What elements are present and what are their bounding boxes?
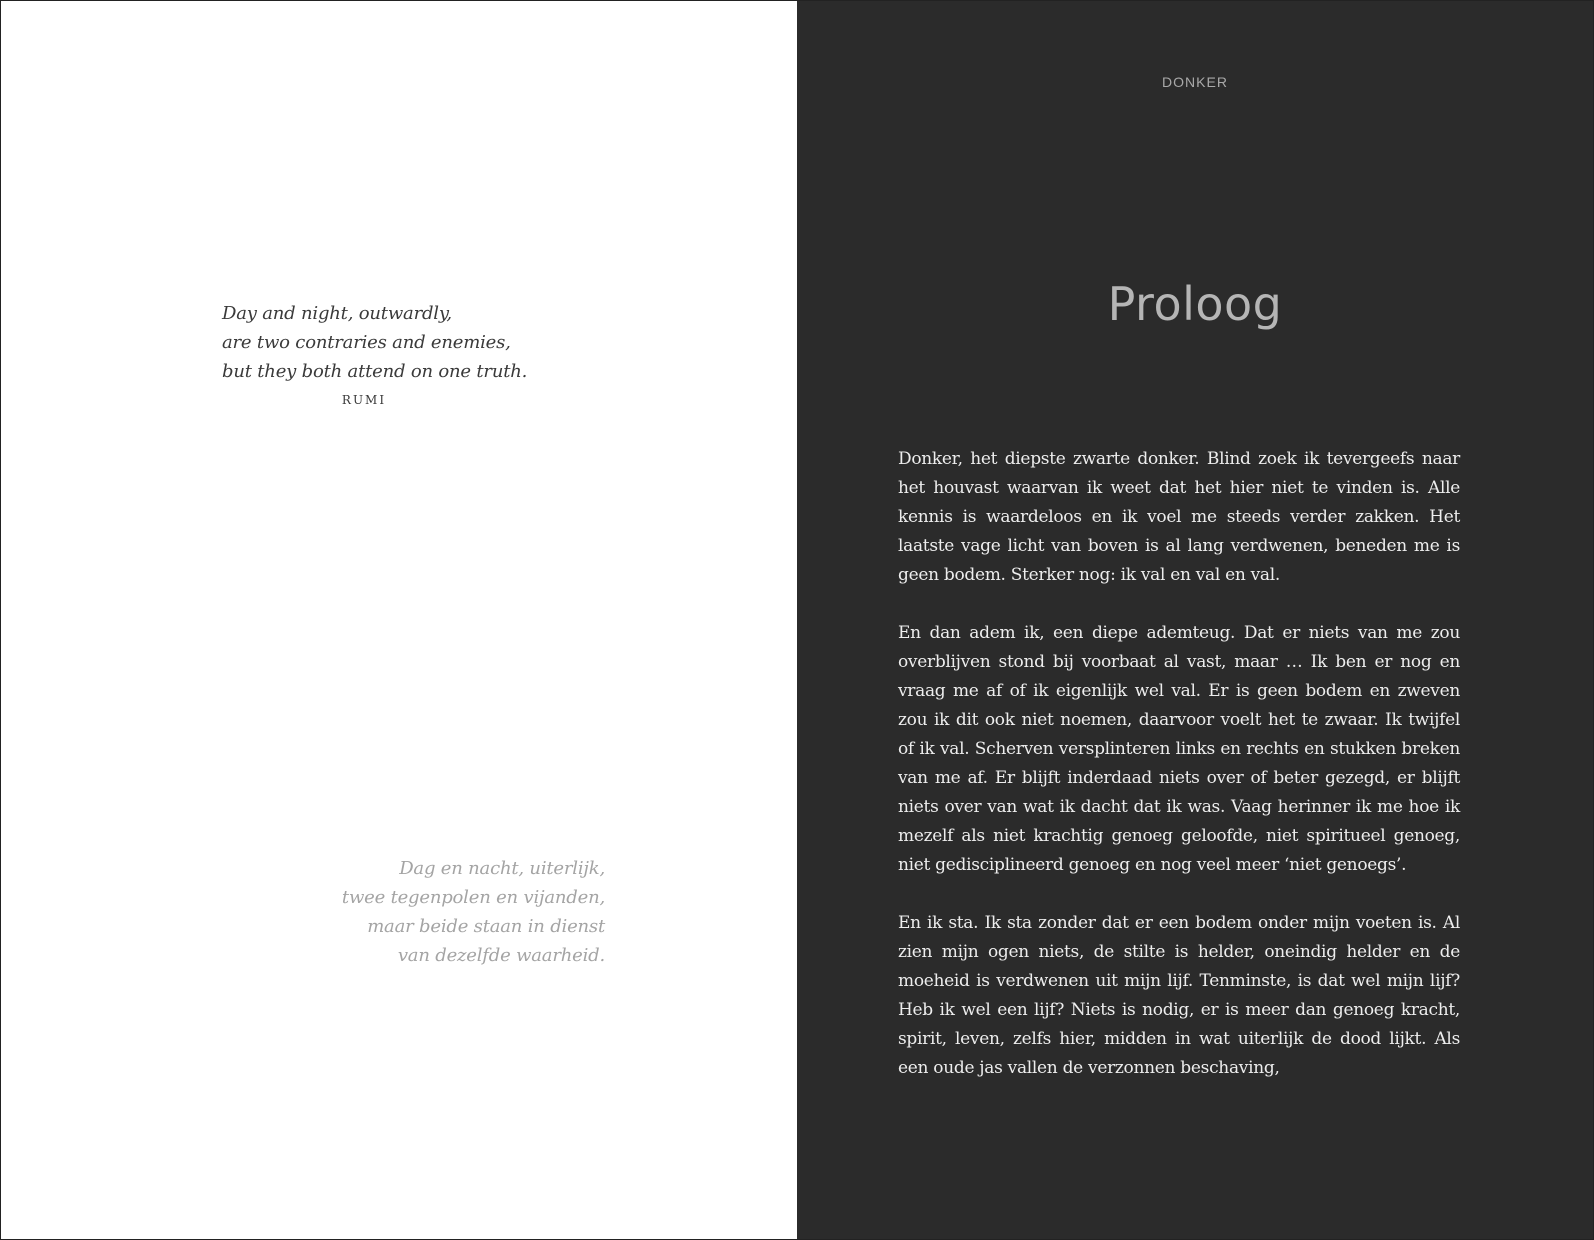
epigraph-author: RUMI bbox=[341, 393, 387, 407]
epigraph-nl-line: twee tegenpolen en vijanden, bbox=[341, 887, 605, 908]
epigraph-en-line: but they both attend on one truth. bbox=[222, 361, 528, 382]
body-paragraph: Donker, het diepste zwarte donker. Blind zoek ik tevergeefs naar het houvast waarvan ik weet dat het hier niet te vinden is. Alle kennis is waardeloos en ik voel me steeds verder zakken. Het laatste vage licht van boven is al lang verdwenen, beneden me is geen bodem. Sterker nog: ik val en val en val. bbox=[898, 449, 1460, 585]
epigraph-en-line: are two contraries and enemies, bbox=[222, 332, 511, 353]
body-paragraph: En dan adem ik, een diepe ademteug. Dat er niets van me zou overblijven stond bij voorbaat al vast, maar … Ik ben er nog en vraag me af of ik eigenlijk wel val. Er is geen bodem en zweven zou ik dit ook niet noemen, daarvoor voelt het te zwaar. Ik twijfel of ik val. Scherven versplinteren links en rechts en stukken breken van me af. Er blijft inderdaad niets over of beter gezegd, er blijft niets over van wat ik dacht dat ik was. Vaag herinner ik me hoe ik mezelf als niet krachtig genoeg geloofde, niet spiritueel genoeg, niet gedisciplineerd genoeg en nog veel meer ‘niet genoegs’. bbox=[898, 623, 1460, 875]
body-paragraph: En ik sta. Ik sta zonder dat er een bodem onder mijn voeten is. Al zien mijn ogen niets, de stilte is helder, oneindig helder en de moeheid is verdwenen uit mijn lijf. Tenminste, is dat wel mijn lijf? Heb ik wel een lijf? Niets is nodig, er is meer dan genoeg kracht, spirit, leven, zelfs hier, midden in wat uiterlijk de dood lijkt. Als een oude jas vallen de verzonnen beschaving, bbox=[898, 913, 1460, 1078]
running-head: DONKER bbox=[1162, 74, 1228, 90]
chapter-title: Proloog bbox=[1107, 277, 1283, 331]
chapter-body bbox=[898, 445, 1460, 1112]
epigraph-nl-line: maar beide staan in dienst bbox=[367, 916, 605, 937]
right-page bbox=[797, 1, 1593, 1239]
epigraph-en-line: Day and night, outwardly, bbox=[222, 303, 452, 324]
epigraph-nl-line: van dezelfde waarheid. bbox=[397, 945, 605, 966]
epigraph-english bbox=[222, 299, 527, 386]
left-page bbox=[1, 1, 797, 1239]
epigraph-dutch bbox=[342, 854, 605, 970]
epigraph-nl-line: Dag en nacht, uiterlijk, bbox=[399, 858, 605, 879]
